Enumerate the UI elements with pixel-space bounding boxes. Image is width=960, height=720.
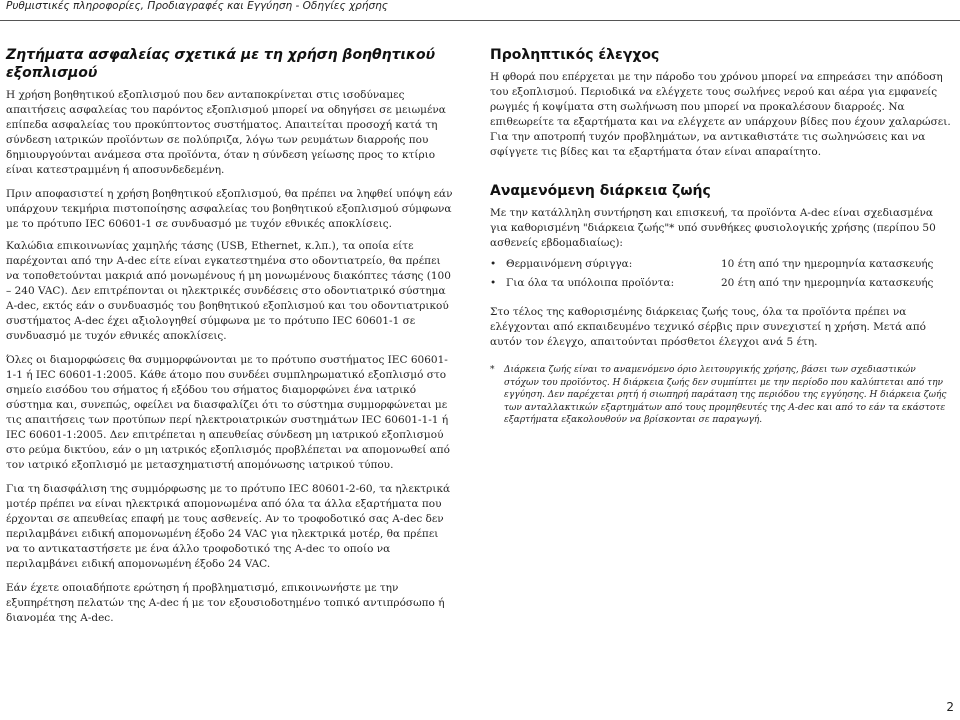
preventive-paragraph: Η φθορά που επέρχεται με την πάροδο του χρόνου μπορεί να επηρεάσει την απόδοση του εξοπλισμού. Περιοδικά να ελέγχετε τους σωλήνες νερού και αέρα για εμφανείς ρωγμές ή κοψίματα στη σωλήνωση που μπορεί να προκαλέσουν διαρροές. Να επιθεωρείτε τα εξαρτήματα και να ελέγχετε αν υπάρχουν βίδες που έχουν χαλαρώσει. Για την αποτροπή τυχόν προβλημάτων, να αντικαθιστάτε τις σωληνώσεις και να σφίγγετε τις βίδες και τα εξαρτήματα όταν είναι απαραίτητο.: [490, 71, 951, 158]
footnote-mark: *: [490, 365, 495, 375]
safety-paragraph-5: Για τη διασφάλιση της συμμόρφωσης με το πρότυπο IEC 80601-2-60, τα ηλεκτρικά μοτέρ πρέπει να είναι ηλεκτρικά απομονωμένα από όλα τα άλλα εξαρτήματα που έρχονται σε απευθείας επαφή με τους ασθενείς. Αν το τροφοδοτικό σας A-dec δεν περιλαμβάνει ειδική απομονωμένη έξοδο 24 VAC για ηλεκτρικά μοτέρ, θα πρέπει να το αντικαταστήσετε με ένα άλλο τροφοδοτικό της A-dec το οποίο να περιλαμβάνει ειδική απομονωμένη έξοδο 24 VAC.: [6, 483, 451, 570]
section-title-safety: Ζητήματα ασφαλείας σχετικά με τη χρήση βοηθητικού εξοπλισμού: [6, 47, 436, 81]
lifespan-intro: Με την κατάλληλη συντήρηση και επισκευή, τα προϊόντα A-dec είναι σχεδιασμένα για καθορισμένη "διάρκεια ζωής"* υπό συνθήκες φυσιολογικής χρήσης (περίπου 50 ασθενείς εβδομαδιαίως):: [490, 207, 936, 249]
lifespan-item-label: Θερμαινόμενη σύριγγα:: [506, 258, 633, 270]
right-column: [490, 46, 952, 427]
safety-paragraph-4: Όλες οι διαμορφώσεις θα συμμορφώνονται με το πρότυπο συστήματος IEC 60601-1-1 ή IEC 60601-1:2005. Κάθε άτομο που συνδέει συμπληρωματικό εξοπλισμό στο σημείο εισόδου του σήματος ή εξόδου του σήματος διαμορφώνει ένα ιατρικό σύστημα και, συνεπώς, οφείλει να διασφαλίζει ότι το σύστημα συμμορφώνεται με τις απαιτήσεις των προτύπων περί ηλεκτροιατρικών συστημάτων IEC 60601-1-1 ή IEC 60601-1:2005. Δεν επιτρέπεται η απευθείας σύνδεση μη ιατρικού εξοπλισμού στο ρεύμα δικτύου, εάν ο μη ιατρικός εξοπλισμός προβλέπεται να απομονωθεί από τον ιατρικό εξοπλισμό με μετασχηματιστή απομόνωσης ιατρικού τύπου.: [6, 354, 450, 471]
footnote: [490, 364, 952, 427]
section-title-lifespan: Αναμενόμενη διάρκεια ζωής: [490, 183, 711, 199]
lifespan-item-label: Για όλα τα υπόλοιπα προϊόντα:: [506, 277, 675, 289]
bullet-icon: •: [490, 277, 497, 289]
lifespan-outro: Στο τέλος της καθορισμένης διάρκειας ζωής τους, όλα τα προϊόντα πρέπει να ελέγχονται από εκπαιδευμένο τεχνικό σέρβις πριν συνεχιστεί η χρήση. Μετά από αυτόν τον έλεγχο, απαιτούνται πρόσθετοι έλεγχοι ανά 5 έτη.: [490, 306, 926, 348]
lifespan-item-value: 10 έτη από την ημερομηνία κατασκευής: [721, 258, 934, 270]
header-rule: [0, 20, 960, 21]
safety-paragraph-2: Πριν αποφασιστεί η χρήση βοηθητικού εξοπλισμού, θα πρέπει να ληφθεί υπόψη εάν υπάρχουν τεκμήρια πιστοποίησης ασφαλείας του βοηθητικού εξοπλισμού σύμφωνα με το πρότυπο IEC 60601-1 σε συνδυασμό με τυχόν εθνικές αποκλίσεις.: [6, 188, 453, 230]
safety-paragraph-6: Εάν έχετε οποιαδήποτε ερώτηση ή προβληματισμό, επικοινωνήστε με την εξυπηρέτηση πελατών της A-dec ή με τον εξουσιοδοτημένο τοπικό αντιπρόσωπο ή διανομέα της A-dec.: [6, 582, 445, 624]
lifespan-item-value: 20 έτη από την ημερομηνία κατασκευής: [721, 277, 934, 289]
safety-paragraph-1: Η χρήση βοηθητικού εξοπλισμού που δεν ανταποκρίνεται στις ισοδύναμες απαιτήσεις ασφαλείας του παρόντος εξοπλισμού μπορεί να οδηγήσει σε μειωμένα επίπεδα ασφαλείας του προκύπτοντος συστήματος. Απαιτείται προσοχή κατά τη σύνδεση ιατρικών προϊόντων σε πολύπριζα, λόγω των ρευμάτων διαρροής που δημιουργούνται ανάμεσα στα προϊόντα, όταν η σύνδεση γείωσης προς το κτίριο είναι κατεστραμμένη ή αποσυνδεδεμένη.: [6, 89, 446, 176]
section-title-preventive: Προληπτικός έλεγχος: [490, 47, 660, 63]
page-number: 2: [946, 700, 954, 714]
running-header: Ρυθμιστικές πληροφορίες, Προδιαγραφές και Εγγύηση - Οδηγίες χρήσης: [6, 0, 388, 12]
list-item: [490, 255, 952, 274]
footnote-text: Διάρκεια ζωής είναι το αναμενόμενο όριο λειτουργικής χρήσης, βάσει των σχεδιαστικών στόχων του προϊόντος. Η διάρκεια ζωής δεν συμπίπτει με την περίοδο που καλύπτεται από την εγγύηση. Δεν παρέχεται ρητή ή σιωπηρή παράταση της περιόδου της εγγύησης. Η διάρκεια ζωής των ανταλλακτικών εξαρτημάτων από τους προμηθευτές της A-dec και από το εάν τα εκάστοτε εξαρτήματα εξακολουθούν να βρίσκονται σε παραγωγή.: [504, 365, 947, 425]
bullet-icon: •: [490, 258, 497, 270]
safety-paragraph-3: Καλώδια επικοινωνίας χαμηλής τάσης (USB, Ethernet, κ.λπ.), τα οποία είτε παρέχονται από την A-dec είτε είναι εγκατεστημένα στο οδοντιατρείο, θα πρέπει να τοποθετούνται μακριά από μονωμένους ή μη μονωμένους διακόπτες τάσης (100 – 240 VAC). Δεν επιτρέπονται οι ηλεκτρικές συνδέσεις στο οδοντιατρικό σύστημα A-dec, εκτός εάν ο συνδυασμός του βοηθητικού εξοπλισμού και του οδοντιατρικού συστήματος A-dec έχει αξιολογηθεί σύμφωνα με το πρότυπο IEC 60601-1 σε συνδυασμό με τυχόν εθνικές αποκλίσεις.: [6, 240, 451, 342]
left-column: [6, 46, 454, 635]
lifespan-list: [490, 255, 952, 293]
list-item: [490, 274, 952, 293]
